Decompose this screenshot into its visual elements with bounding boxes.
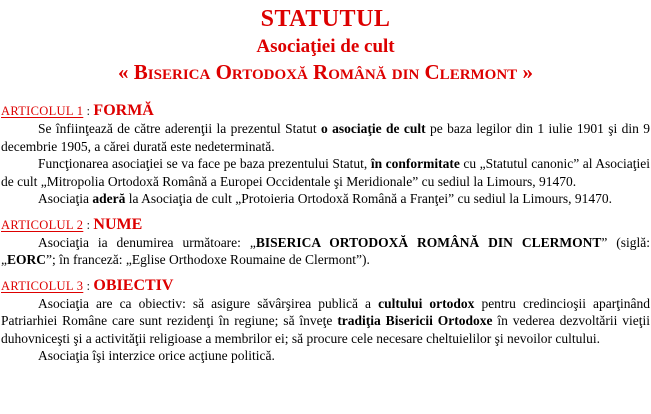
doc-title-line-3: « Biserica Ortodoxă Română din Clermont » [118,60,533,84]
paragraph: Asociaţia îşi interzice orice acţiune politică. [38,348,275,363]
article-heading-separator: : [83,103,94,118]
article-2-title: NUME [93,215,143,233]
article-3-heading [1,277,650,295]
doc-title-line-2: Asociaţiei de cult [256,36,395,57]
article-2-heading [1,216,650,234]
paragraph: Asociaţia aderă la Asociaţia de cult „Protoieria Ortodoxă Română a Franţei” cu sediul la Limours, 91470. [38,191,612,206]
paragraph: Asociaţia are ca obiectiv: să asigure săvârşirea publică a cultului ortodox pentru credincioşii aparţinând Patriarhiei Române care sunt rezidenţi în regiune; să înveţe tradiţia Bisericii Ortodoxe în vederea dezvoltării vieţii duhovniceşti şi a activităţii religioase a membrilor ei; să procure cele necesare cheltuielilor şi nevoilor cultului. [1,295,651,346]
article-heading-separator: : [83,216,94,232]
paragraph: Se înfiinţează de către aderenţii la prezentul Statut o asociaţie de cult pe baza legilor din 1 iulie 1901 şi din 9 decembrie 1905, a cărei durată este nedeterminată. [1,121,650,154]
article-2-label: ARTICOLUL 2 [1,217,84,232]
article-3-label: ARTICOLUL 3 [1,278,84,293]
article-heading-separator: : [83,277,94,293]
paragraph: Asociaţia ia denumirea următoare: „BISERICA ORTODOXĂ ROMÂNĂ DIN CLERMONT” (siglă: „EORC”; în franceză: „Eglise Orthodoxe Roumaine de Clermont”). [1,234,650,267]
article-3-title: OBIECTIV [93,276,174,294]
document-title [1,0,650,86]
article-1-title: FORMĂ [93,102,154,119]
article-1 [1,102,650,208]
paragraph: Funcţionarea asociaţiei se va face pe baza prezentului Statut, în conformitate cu „Statutul canonic” al Asociaţiei de cult „Mitropolia Ortodoxă Română a Europei Occidentale şi Meridionale” cu sediul la Limours, 91470. [1,156,650,189]
article-3 [1,277,650,365]
article-1-label: ARTICOLUL 1 [1,104,84,118]
article-2 [1,216,650,269]
doc-title-line-1: STATUTUL [260,6,391,32]
article-1-heading [1,102,650,120]
